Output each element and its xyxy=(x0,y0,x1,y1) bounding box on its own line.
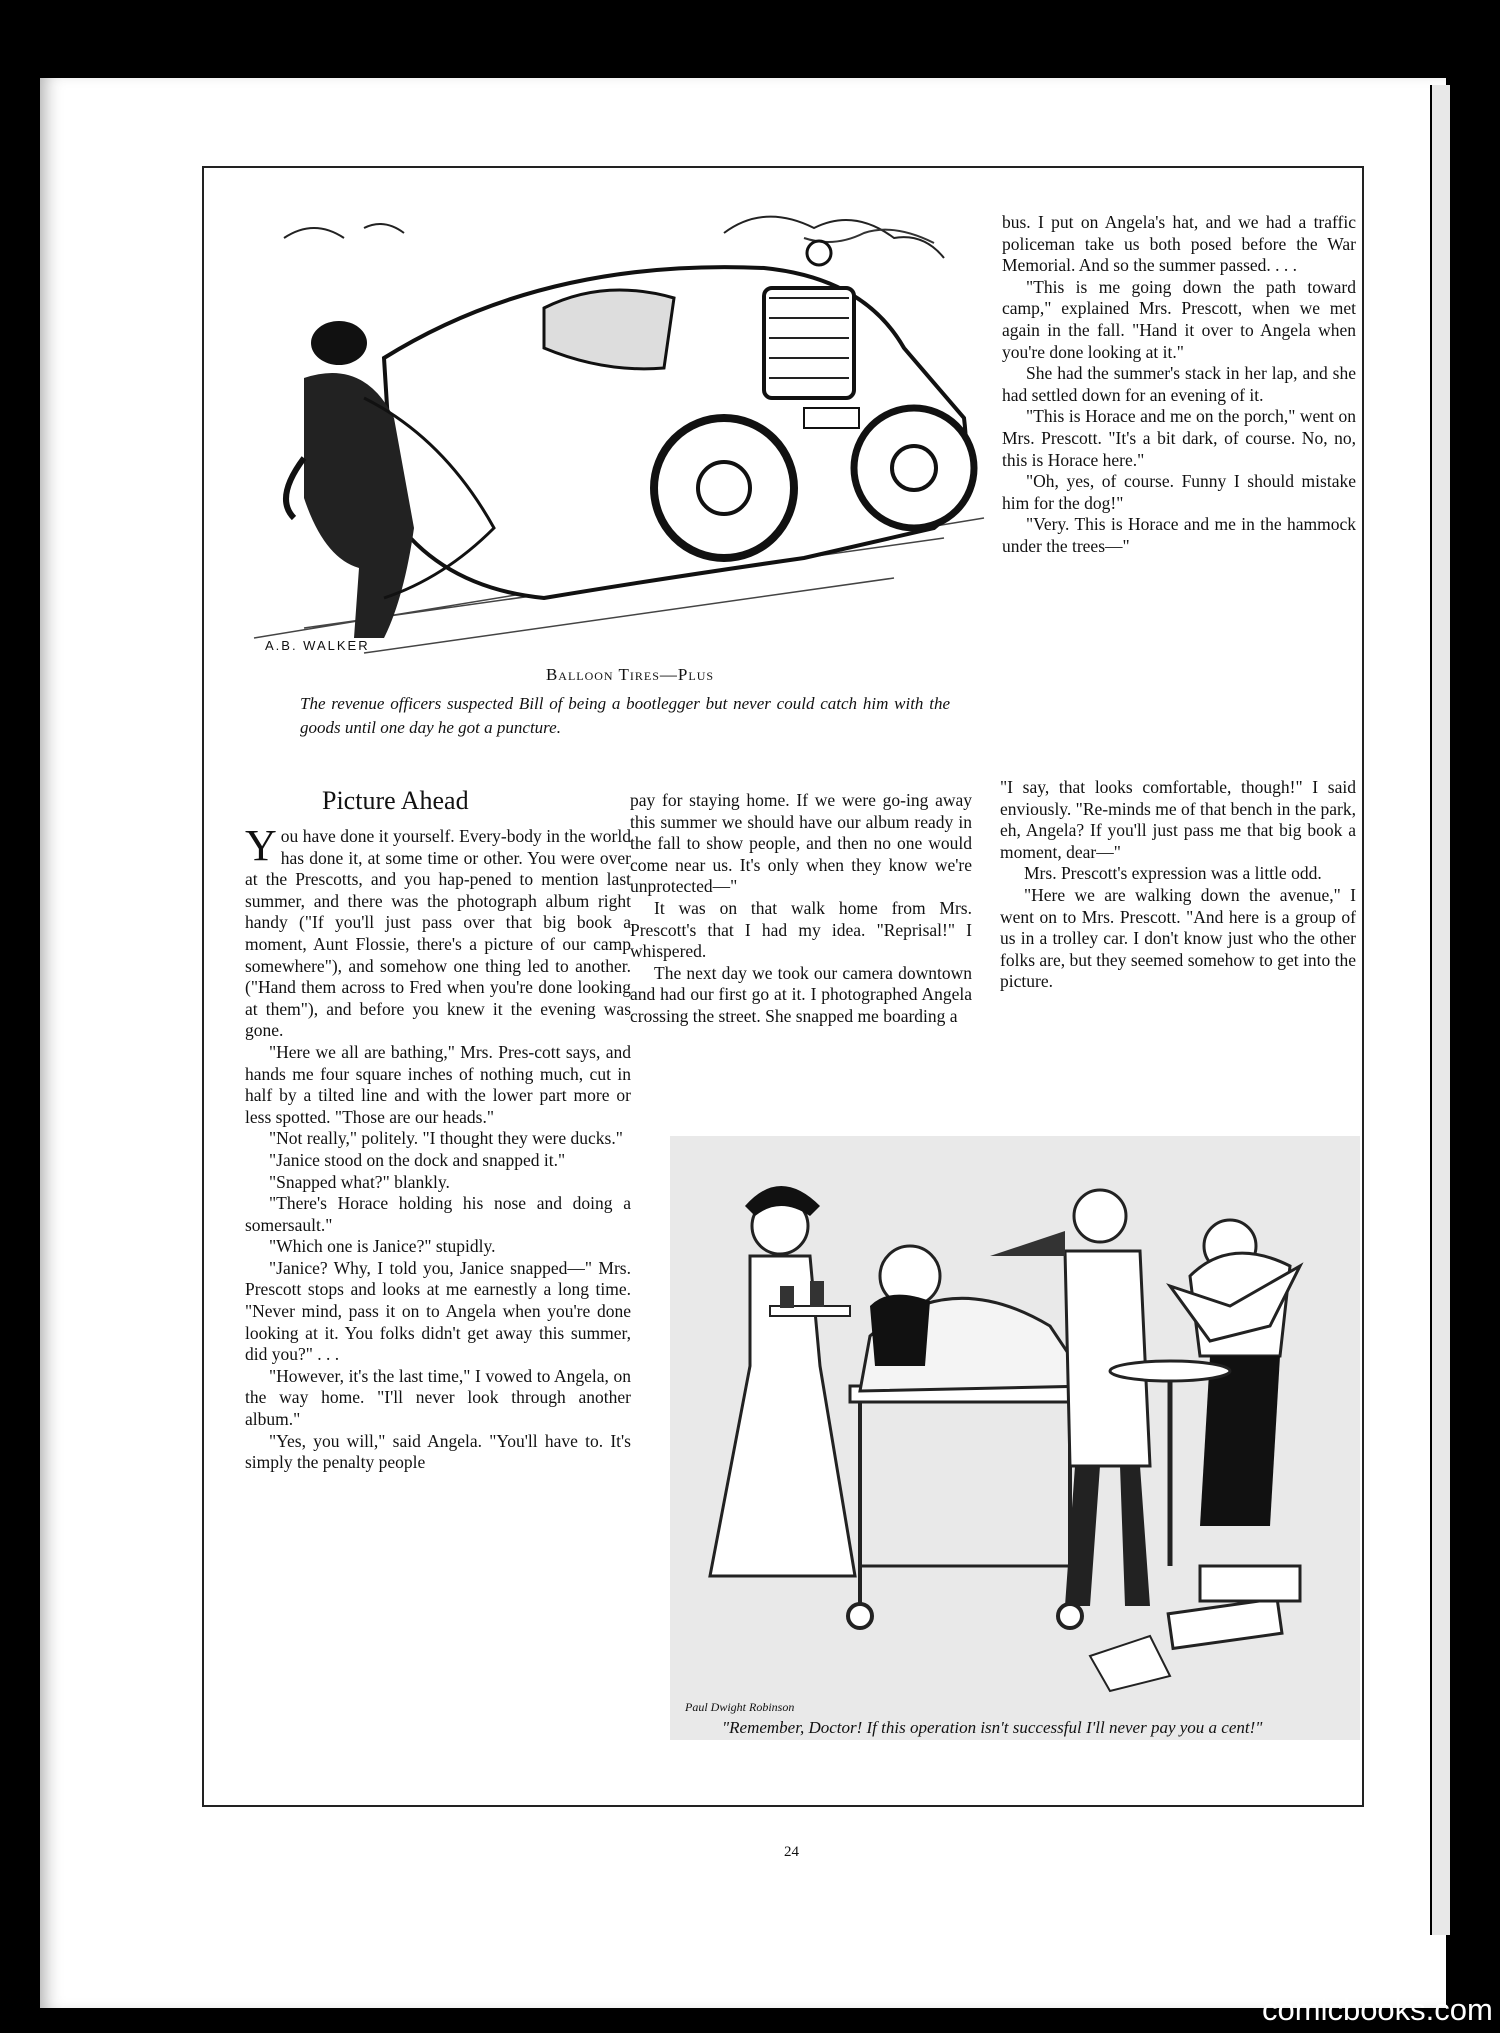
paragraph: "Very. This is Horace and me in the hammock under the trees—" xyxy=(1002,514,1356,556)
paragraph: "Here we all are bathing," Mrs. Pres-cott says, and hands me four square inches of nothing much, cut in half by a tilted line and with the lower part more or less spotted. "Those are our heads." xyxy=(245,1041,631,1127)
paragraph: "Yes, you will," said Angela. "You'll have to. It's simply the penalty people xyxy=(245,1430,631,1473)
page-number: 24 xyxy=(784,1844,799,1860)
paragraph: pay for staying home. If we were go-ing away this summer we should have our album ready in the fall to show people, and then no one would come near us. It's only when they know we're unprotected—" xyxy=(630,790,972,897)
article-column-3b xyxy=(1000,777,1356,993)
paragraph: She had the summer's stack in her lap, and she had settled down for an evening of it. xyxy=(1002,363,1356,405)
cartoon-caption: The revenue officers suspected Bill of being a bootlegger but never could catch him with the goods until one day he got a puncture. xyxy=(300,694,950,737)
paragraph: It was on that walk home from Mrs. Prescott's that I had my idea. "Reprisal!" I whispered. xyxy=(630,897,972,962)
paragraph: Mrs. Prescott's expression was a little odd. xyxy=(1024,863,1322,884)
cartoon-title: Balloon Tires—Plus xyxy=(545,665,715,684)
article-column-2 xyxy=(630,790,972,1028)
paragraph: "However, it's the last time," I vowed to Angela, on the way home. "I'll never look through another album." xyxy=(245,1365,631,1430)
article-column-3 xyxy=(1002,212,1356,558)
article-column-1 xyxy=(245,821,631,1474)
paragraph: "Here we are walking down the avenue," I went on to Mrs. Prescott. "And here is a group of us in a trolley car. I don't know just who the other folks are, but they seemed somehow to get into the picture. xyxy=(1000,884,1356,992)
operation-cartoon-illustration xyxy=(670,1136,1360,1740)
paragraph: bus. I put on Angela's hat, and we had a traffic policeman take us both posed before the War Memorial. And so the summer passed. . . . xyxy=(1002,212,1356,276)
paragraph: "Janice stood on the dock and snapped it." xyxy=(269,1149,566,1170)
paragraph: "This is Horace and me on the porch," went on Mrs. Prescott. "It's a bit dark, of course. No, no, this is Horace here." xyxy=(1002,406,1356,470)
article-headline: Picture Ahead xyxy=(322,786,469,815)
paragraph: "This is me going down the path toward camp," explained Mrs. Prescott, when we met again in the fall. "Hand it over to Angela when you're done looking at it." xyxy=(1002,276,1356,362)
paragraph: "I say, that looks comfortable, though!" I said enviously. "Re-minds me of that bench in the park, eh, Angela? If you'll just pass me that big book a moment, dear—" xyxy=(1000,777,1356,862)
paragraph: "Oh, yes, of course. Funny I should mistake him for the dog!" xyxy=(1002,471,1356,513)
right-page-strip xyxy=(1446,78,1500,2008)
bottom-cartoon-caption: "Remember, Doctor! If this operation isn't successful I'll never pay you a cent!" xyxy=(722,1718,1263,1737)
paragraph: "Not really," politely. "I thought they were ducks." xyxy=(269,1128,623,1149)
paragraph: "There's Horace holding his nose and doing a somersault." xyxy=(245,1193,631,1235)
site-watermark: comicbooks.com xyxy=(1262,1992,1493,2027)
paragraph: "Janice? Why, I told you, Janice snapped—" Mrs. Prescott stops and looks at me earnestly a long time. "Never mind, pass it on to Angela when you're done looking at it. You folks didn't get away this summer, did you?" . . . xyxy=(245,1257,631,1365)
paragraph: You have done it yourself. Every-body in the world has done it, at some time or other. You were over at the Prescotts, and you hap-pened to mention last summer, and there was the photograph album right handy ("If you'll just pass over that big book a moment, Aunt Flossie, there's a picture of our camp somewhere"), and somehow one thing led to another. ("Hand them across to Fred when you're done looking at them"), and before you knew it the evening was gone. xyxy=(245,821,631,1041)
drop-cap: Y xyxy=(245,821,277,870)
paragraph: The next day we took our camera downtown and had our first go at it. I photographed Angela crossing the street. She snapped me boarding a xyxy=(630,962,972,1026)
cartoon-signature-bottom: Paul Dwight Robinson xyxy=(685,1700,795,1714)
paragraph: "Which one is Janice?" stupidly. xyxy=(269,1236,496,1257)
paragraph: "Snapped what?" blankly. xyxy=(269,1171,450,1192)
car-cartoon-illustration xyxy=(244,198,1002,658)
binding-edge xyxy=(1430,85,1450,1935)
cartoon-signature: A.B. WALKER xyxy=(265,638,370,653)
